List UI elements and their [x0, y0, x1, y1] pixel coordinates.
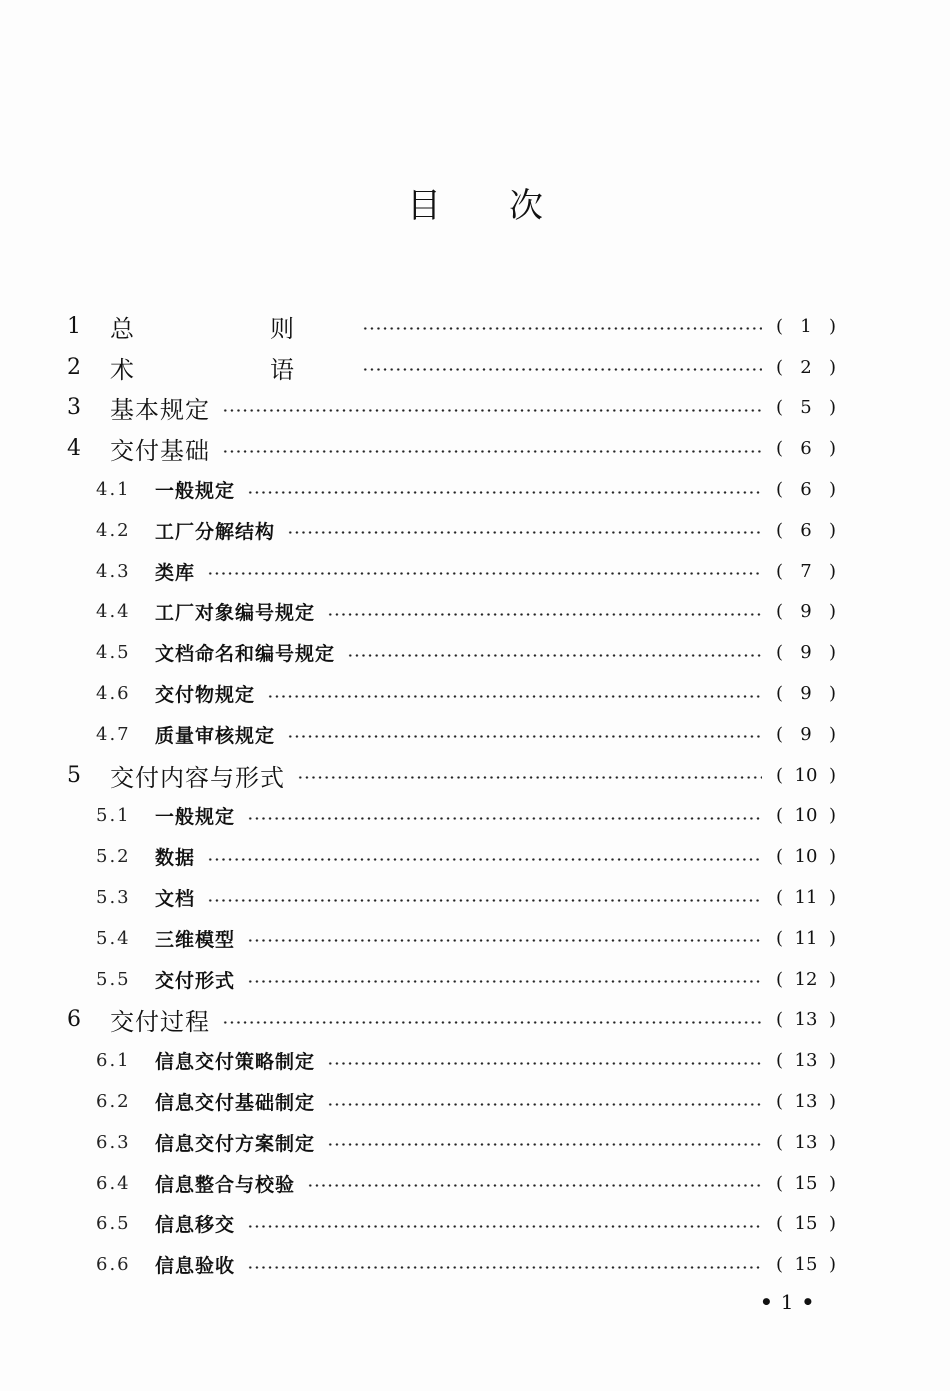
toc-entry-number: 5.1: [96, 805, 131, 827]
toc-page-number: 6: [800, 479, 812, 501]
paren-open: (: [776, 601, 784, 623]
toc-page-reference: [776, 601, 836, 622]
paren-open: (: [776, 519, 784, 541]
toc-leader-dots: [247, 491, 762, 494]
toc-leader-dots: [222, 409, 762, 412]
toc-entry-label: 文档: [155, 888, 196, 911]
toc-entry-number: 6.6: [96, 1254, 131, 1276]
toc-section-entry[interactable]: [0, 714, 950, 755]
toc-page-number: 15: [794, 1172, 818, 1194]
toc-entry-label: 信息交付基础制定: [155, 1092, 316, 1115]
toc-entry-label: 工厂分解结构: [155, 520, 276, 543]
toc-entry-number: 5.2: [96, 846, 131, 868]
paren-open: (: [776, 356, 784, 378]
toc-section-entry[interactable]: [0, 673, 950, 714]
paren-open: (: [776, 723, 784, 745]
toc-section-entry[interactable]: [0, 1163, 950, 1204]
paren-close: ): [828, 601, 836, 623]
toc-entry-number: 2: [67, 354, 81, 380]
paren-close: ): [828, 479, 836, 501]
toc-chapter-entry[interactable]: [0, 755, 950, 796]
toc-page-number: 6: [800, 519, 812, 541]
toc-entry-number: 4.4: [96, 601, 131, 623]
paren-open: (: [776, 315, 784, 337]
toc-page-reference: [776, 1213, 836, 1234]
toc-entry-number: 4.2: [96, 519, 131, 541]
paren-open: (: [776, 1131, 784, 1153]
toc-page-number: 11: [794, 927, 818, 949]
toc-leader-dots: [207, 858, 762, 861]
toc-entry-number: 5.5: [96, 968, 131, 990]
toc-entry-label: 交付形式: [155, 969, 236, 992]
paren-open: (: [776, 764, 784, 786]
toc-entry-label: 工厂对象编号规定: [155, 602, 316, 625]
table-of-contents: [0, 306, 950, 1285]
paren-open: (: [776, 1091, 784, 1113]
toc-page-number: 10: [794, 764, 818, 786]
toc-chapter-entry[interactable]: [0, 347, 950, 388]
folio-number: 1: [780, 1290, 794, 1314]
toc-page-number: 10: [794, 805, 818, 827]
toc-page-number: 10: [794, 846, 818, 868]
toc-page-number: 2: [800, 356, 812, 378]
toc-page-number: 9: [800, 601, 812, 623]
toc-leader-dots: [327, 1143, 762, 1146]
paren-open: (: [776, 805, 784, 827]
toc-section-entry[interactable]: [0, 1244, 950, 1285]
toc-entry-number: 1: [67, 313, 81, 339]
toc-section-entry[interactable]: [0, 551, 950, 592]
toc-entry-number: 6.4: [96, 1172, 131, 1194]
toc-page-reference: [776, 520, 836, 541]
toc-leader-dots: [247, 1225, 762, 1228]
folio-dot-right: •: [801, 1290, 815, 1314]
paren-open: (: [776, 1050, 784, 1072]
toc-leader-dots: [287, 735, 762, 738]
paren-close: ): [828, 438, 836, 460]
toc-page-reference: [776, 1254, 836, 1275]
paren-open: (: [776, 968, 784, 990]
paren-close: ): [828, 519, 836, 541]
paren-close: ): [828, 1172, 836, 1194]
toc-page-reference: [776, 928, 836, 949]
toc-page-reference: [776, 724, 836, 745]
toc-leader-dots: [222, 450, 762, 453]
paren-close: ): [828, 927, 836, 949]
toc-section-entry[interactable]: [0, 877, 950, 918]
toc-page-reference: [776, 1009, 836, 1030]
toc-page-number: 9: [800, 723, 812, 745]
toc-page-number: 6: [800, 438, 812, 460]
toc-page-reference: [776, 887, 836, 908]
paren-open: (: [776, 642, 784, 664]
toc-entry-number: 4.7: [96, 723, 131, 745]
toc-entry-number: 5.3: [96, 887, 131, 909]
paren-open: (: [776, 1009, 784, 1031]
paren-close: ): [828, 805, 836, 827]
toc-page-reference: [776, 479, 836, 500]
paren-close: ): [828, 356, 836, 378]
paren-close: ): [828, 560, 836, 582]
toc-leader-dots: [247, 980, 762, 983]
toc-entry-number: 4.1: [96, 479, 131, 501]
paren-open: (: [776, 846, 784, 868]
paren-close: ): [828, 1091, 836, 1113]
toc-page-number: 13: [794, 1050, 818, 1072]
toc-entry-number: 6.5: [96, 1213, 131, 1235]
toc-page-reference: [776, 765, 836, 786]
paren-open: (: [776, 887, 784, 909]
toc-entry-number: 6.3: [96, 1131, 131, 1153]
toc-leader-dots: [247, 939, 762, 942]
toc-title: [0, 178, 950, 227]
toc-entry-label: 信息交付策略制定: [155, 1051, 316, 1074]
toc-entry-label: 信息交付方案制定: [155, 1132, 316, 1155]
paren-close: ): [828, 723, 836, 745]
toc-chapter-entry[interactable]: [0, 306, 950, 347]
toc-entry-label: 交付过程: [110, 1008, 210, 1037]
toc-section-entry[interactable]: [0, 1122, 950, 1163]
toc-entry-number: 6.1: [96, 1050, 131, 1072]
toc-leader-dots: [247, 817, 762, 820]
toc-page-reference: [776, 846, 836, 867]
toc-section-entry[interactable]: [0, 1081, 950, 1122]
toc-page-reference: [776, 438, 836, 459]
toc-leader-dots: [297, 776, 762, 779]
paren-close: ): [828, 1009, 836, 1031]
toc-entry-number: 4.6: [96, 683, 131, 705]
toc-section-entry[interactable]: [0, 959, 950, 1000]
toc-entry-label: 一般规定: [155, 480, 236, 503]
paren-open: (: [776, 479, 784, 501]
toc-page-reference: [776, 642, 836, 663]
toc-page-number: 9: [800, 642, 812, 664]
toc-section-entry[interactable]: [0, 796, 950, 837]
toc-leader-dots: [247, 1266, 762, 1269]
toc-leader-dots: [287, 531, 762, 534]
paren-close: ): [828, 1131, 836, 1153]
toc-entry-label: 文档命名和编号规定: [155, 643, 336, 666]
toc-section-entry[interactable]: [0, 836, 950, 877]
toc-entry-label: 类库: [155, 561, 196, 584]
toc-entry-label: 质量审核规定: [155, 724, 276, 747]
toc-entry-label: 数据: [155, 847, 196, 870]
toc-entry-label: 交付内容与形式: [110, 763, 285, 792]
toc-page-number: 12: [794, 968, 818, 990]
toc-entry-number: 6.2: [96, 1091, 131, 1113]
toc-section-entry[interactable]: [0, 632, 950, 673]
paren-open: (: [776, 560, 784, 582]
paren-open: (: [776, 1172, 784, 1194]
toc-page-number: 15: [794, 1254, 818, 1276]
toc-chapter-entry[interactable]: [0, 428, 950, 469]
paren-close: ): [828, 764, 836, 786]
paren-close: ): [828, 683, 836, 705]
toc-page-number: 1: [800, 315, 812, 337]
toc-leader-dots: [327, 1103, 762, 1106]
toc-section-entry[interactable]: [0, 510, 950, 551]
toc-section-entry[interactable]: [0, 918, 950, 959]
toc-entry-number: 3: [67, 395, 81, 421]
toc-page-reference: [776, 397, 836, 418]
paren-open: (: [776, 1254, 784, 1276]
paren-close: ): [828, 968, 836, 990]
toc-page-reference: [776, 357, 836, 378]
toc-entry-label: 三维模型: [155, 928, 236, 951]
toc-entry-label: 术 语: [110, 355, 350, 384]
paren-open: (: [776, 683, 784, 705]
folio-dot-left: •: [760, 1290, 773, 1314]
toc-section-entry[interactable]: [0, 592, 950, 633]
toc-entry-number: 4.5: [96, 642, 131, 664]
toc-page-number: 13: [794, 1131, 818, 1153]
toc-page-number: 5: [800, 397, 812, 419]
toc-page-reference: [776, 1173, 836, 1194]
toc-entry-number: 4.3: [96, 560, 131, 582]
toc-entry-label: 交付基础: [110, 437, 210, 466]
paren-close: ): [828, 846, 836, 868]
toc-page-number: 7: [800, 560, 812, 582]
paren-close: ): [828, 397, 836, 419]
toc-entry-label: 一般规定: [155, 806, 236, 829]
paren-open: (: [776, 438, 784, 460]
toc-entry-number: 4: [67, 436, 81, 462]
paren-close: ): [828, 887, 836, 909]
toc-entry-label: 信息移交: [155, 1214, 236, 1237]
paren-close: ): [828, 642, 836, 664]
toc-leader-dots: [327, 613, 762, 616]
paren-close: ): [828, 1050, 836, 1072]
toc-leader-dots: [362, 327, 762, 330]
toc-entry-label: 总 则: [110, 314, 350, 343]
toc-page-number: 13: [794, 1009, 818, 1031]
paren-open: (: [776, 1213, 784, 1235]
toc-page-number: 9: [800, 683, 812, 705]
toc-section-entry[interactable]: [0, 469, 950, 510]
paren-close: ): [828, 315, 836, 337]
toc-page-number: 15: [794, 1213, 818, 1235]
toc-entry-label: 交付物规定: [155, 684, 256, 707]
toc-leader-dots: [222, 1021, 762, 1024]
toc-page-reference: [776, 969, 836, 990]
toc-page-reference: [776, 683, 836, 704]
toc-leader-dots: [207, 899, 762, 902]
paren-open: (: [776, 397, 784, 419]
paren-close: ): [828, 1254, 836, 1276]
page-folio: [752, 1290, 822, 1314]
toc-section-entry[interactable]: [0, 1204, 950, 1245]
toc-page-number: 13: [794, 1091, 818, 1113]
toc-page-reference: [776, 805, 836, 826]
toc-entry-number: 5.4: [96, 927, 131, 949]
toc-entry-number: 6: [67, 1007, 81, 1033]
toc-page-reference: [776, 1091, 836, 1112]
toc-page-reference: [776, 1132, 836, 1153]
paren-open: (: [776, 927, 784, 949]
paren-close: ): [828, 1213, 836, 1235]
toc-page-reference: [776, 316, 836, 337]
toc-page-reference: [776, 1050, 836, 1071]
toc-leader-dots: [327, 1062, 762, 1065]
toc-leader-dots: [207, 572, 762, 575]
toc-entry-number: 5: [67, 762, 81, 788]
toc-chapter-entry[interactable]: [0, 388, 950, 429]
toc-section-entry[interactable]: [0, 1040, 950, 1081]
toc-entry-label: 信息整合与校验: [155, 1173, 296, 1196]
toc-entry-label: 基本规定: [110, 396, 210, 425]
toc-leader-dots: [347, 654, 762, 657]
toc-leader-dots: [307, 1184, 762, 1187]
toc-title-char-1: 目: [407, 186, 441, 226]
toc-entry-label: 信息验收: [155, 1255, 236, 1278]
toc-leader-dots: [267, 695, 762, 698]
toc-leader-dots: [362, 368, 762, 371]
toc-title-char-2: 次: [509, 186, 543, 226]
toc-chapter-entry[interactable]: [0, 1000, 950, 1041]
toc-page-reference: [776, 561, 836, 582]
toc-page-number: 11: [794, 887, 818, 909]
